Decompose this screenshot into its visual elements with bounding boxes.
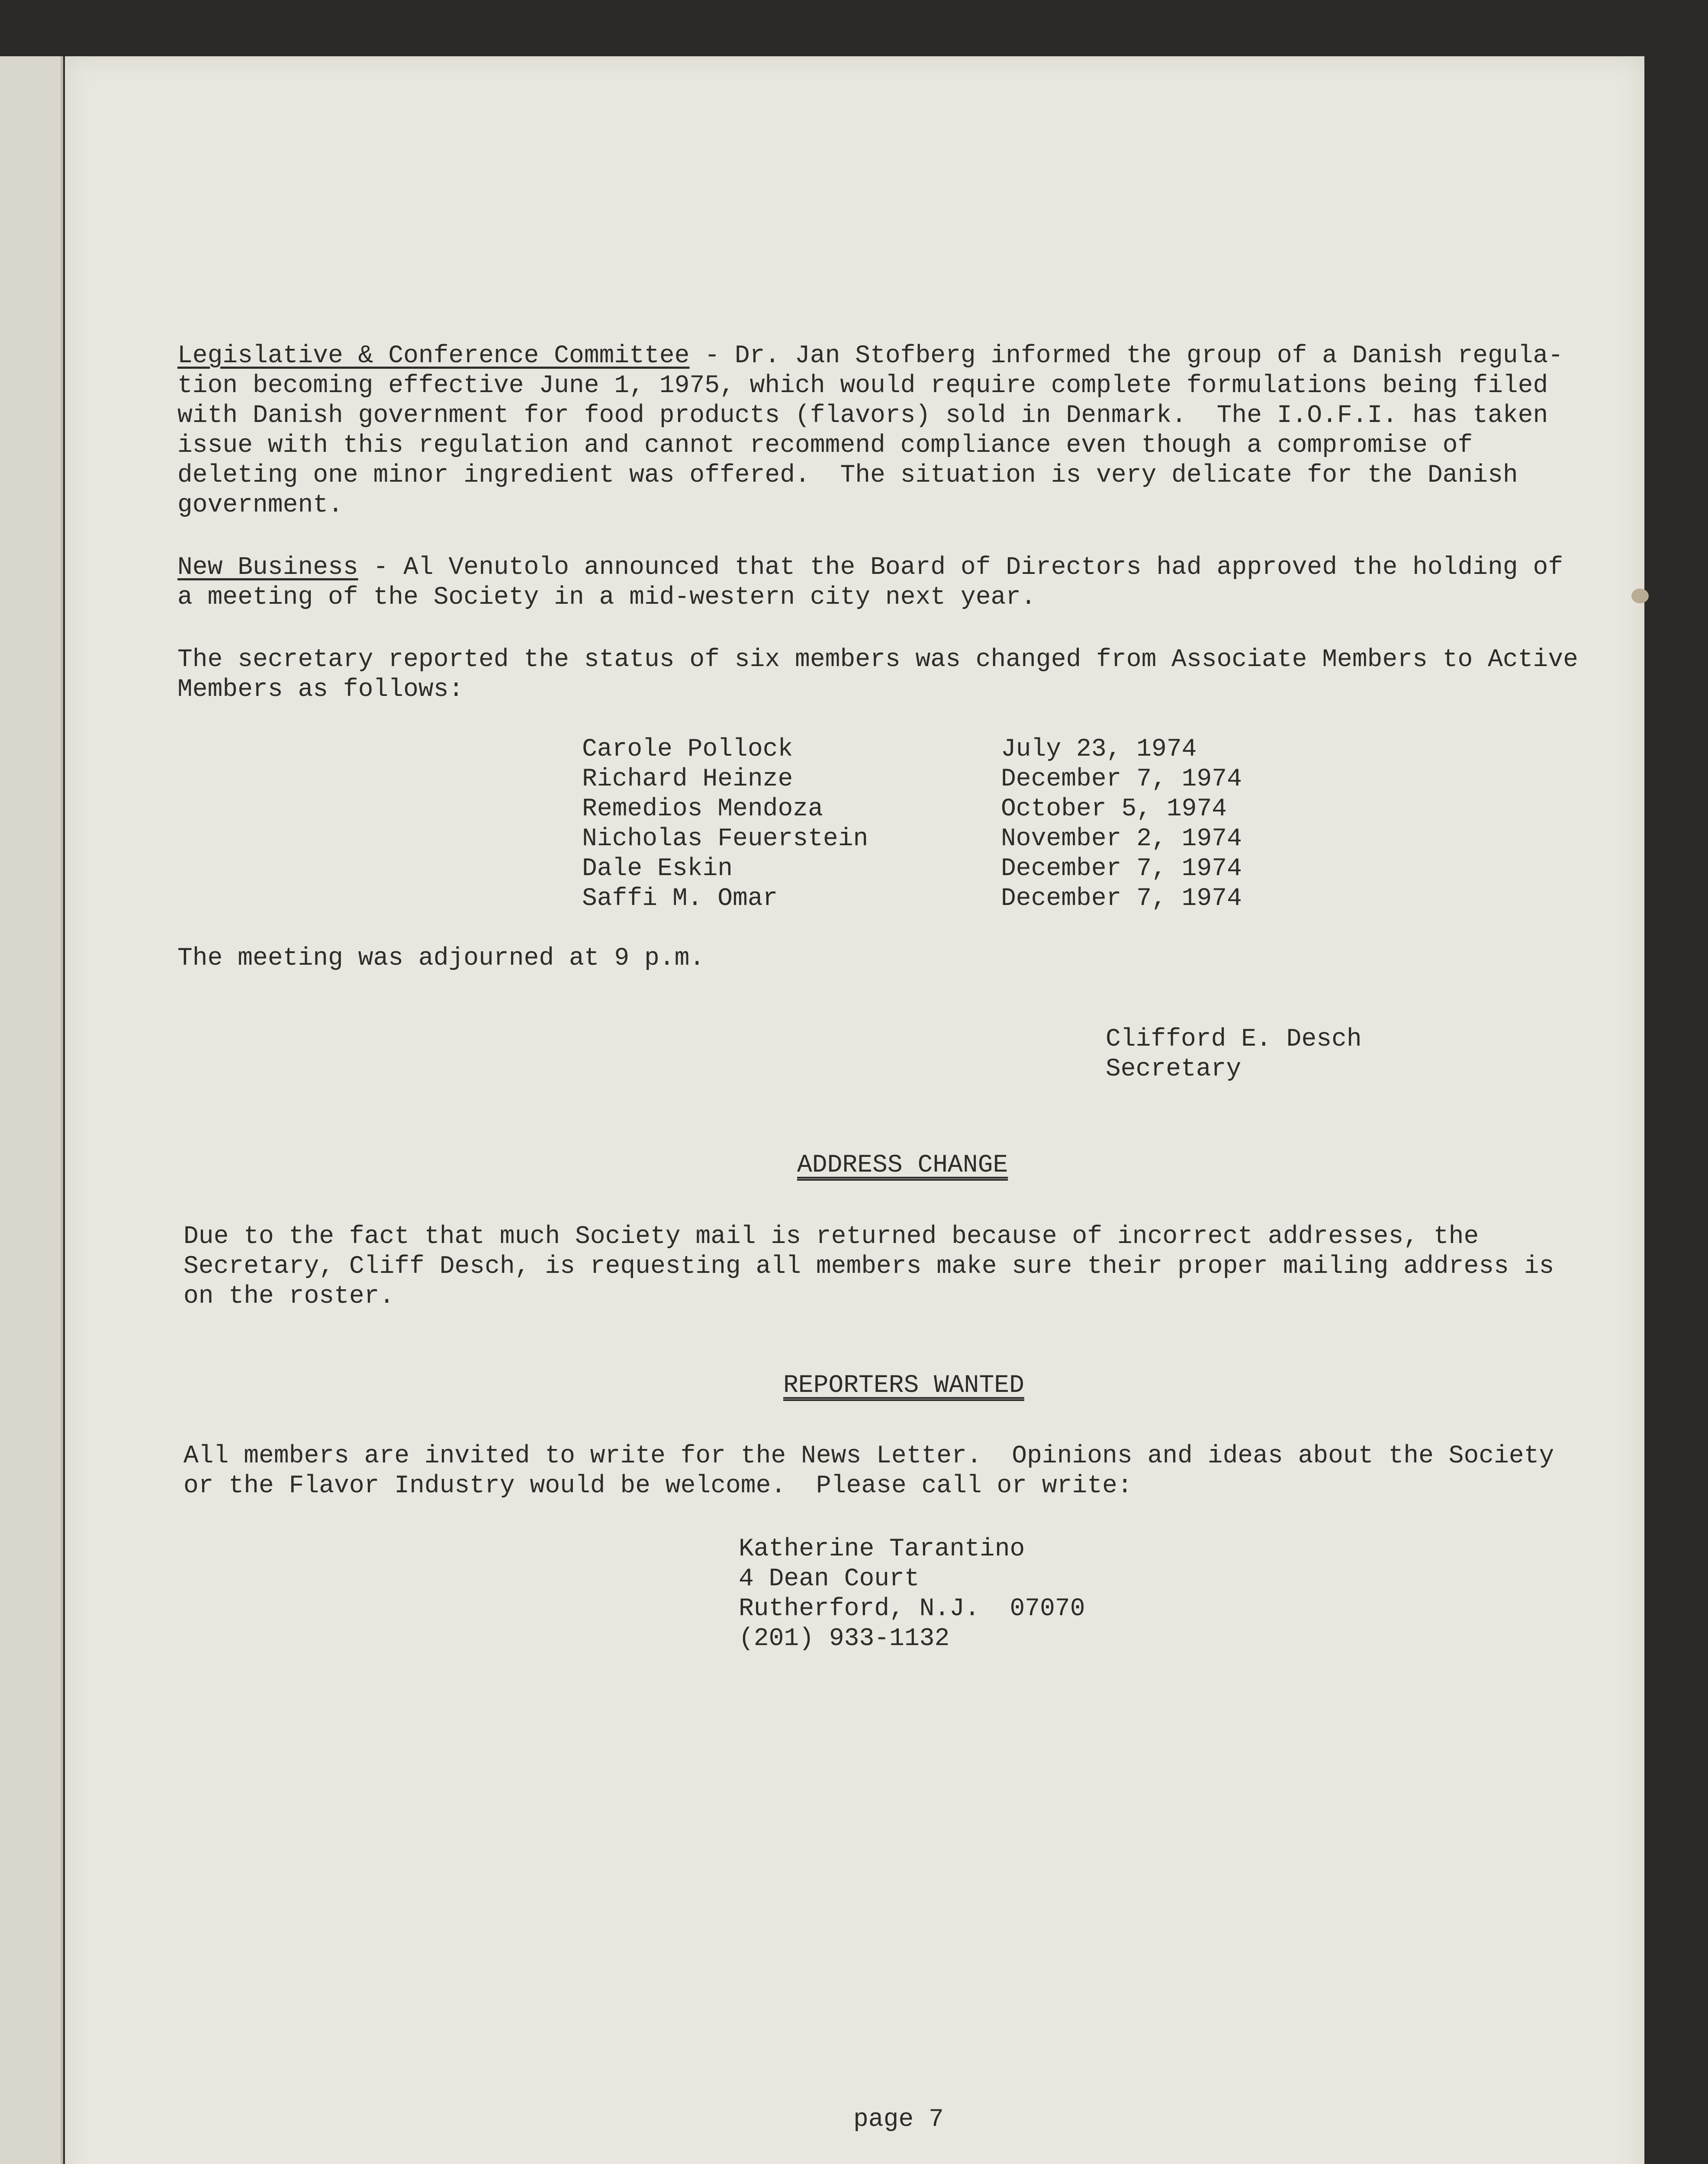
member-name: Dale Eskin [582,855,733,883]
member-date: December 7, 1974 [1001,765,1242,793]
legislative-paragraph [177,341,1563,371]
member-date: December 7, 1974 [1001,855,1242,883]
member-name: Carole Pollock [582,735,793,763]
member-date: October 5, 1974 [1001,795,1227,823]
reporters-line-2: or the Flavor Industry would be welcome. Please call or write: [183,1472,1132,1500]
member-date: December 7, 1974 [1001,885,1242,913]
legislative-line-5: deleting one minor ingredient was offered. The situation is very delicate for the Danish [177,461,1518,489]
address-change-heading: ADDRESS CHANGE [797,1151,1008,1179]
new-business-heading: New Business [177,554,358,582]
reporters-wanted-heading: REPORTERS WANTED [783,1372,1024,1400]
member-name: Saffi M. Omar [582,885,778,913]
adjourned-line: The meeting was adjourned at 9 p.m. [177,944,705,973]
member-date: November 2, 1974 [1001,825,1242,853]
address-change-line-3: on the roster. [183,1282,395,1311]
new-business-line-2: a meeting of the Society in a mid-western city next year. [177,583,1036,612]
page-number: page 7 [853,2106,944,2134]
status-line-2: Members as follows: [177,676,464,704]
signature-title: Secretary [1106,1055,1242,1083]
legislative-line-6: government. [177,491,343,519]
new-business-line-1: - Al Venutolo announced that the Board of Directors had approved the holding of [358,554,1563,582]
paper-stain [1631,589,1649,603]
facing-page-edge [0,56,63,2164]
reporters-line-1: All members are invited to write for the News Letter. Opinions and ideas about the Society [183,1442,1554,1470]
contact-name: Katherine Tarantino [739,1535,1025,1563]
address-change-line-2: Secretary, Cliff Desch, is requesting all members make sure their proper mailing address is [183,1253,1554,1281]
legislative-line-1: - Dr. Jan Stofberg informed the group of a Danish regula- [689,342,1563,370]
member-name: Richard Heinze [582,765,793,793]
legislative-line-3: with Danish government for food products (flavors) sold in Denmark. The I.O.F.I. has taken [177,402,1548,430]
member-name: Nicholas Feuerstein [582,825,868,853]
legislative-heading: Legislative & Conference Committee [177,342,690,370]
member-date: July 23, 1974 [1001,735,1197,763]
address-change-line-1: Due to the fact that much Society mail is returned because of incorrect addresses, the [183,1223,1479,1251]
contact-street: 4 Dean Court [739,1565,920,1593]
status-line-1: The secretary reported the status of six members was changed from Associate Members to Active [177,646,1578,674]
contact-phone: (201) 933-1132 [739,1625,950,1653]
contact-city: Rutherford, N.J. 07070 [739,1595,1085,1623]
member-name: Remedios Mendoza [582,795,823,823]
legislative-line-2: tion becoming effective June 1, 1975, which would require complete formulations being filed [177,372,1548,400]
signature-name: Clifford E. Desch [1106,1025,1362,1053]
legislative-line-4: issue with this regulation and cannot recommend compliance even though a compromise of [177,432,1473,460]
new-business-paragraph [177,553,1563,583]
